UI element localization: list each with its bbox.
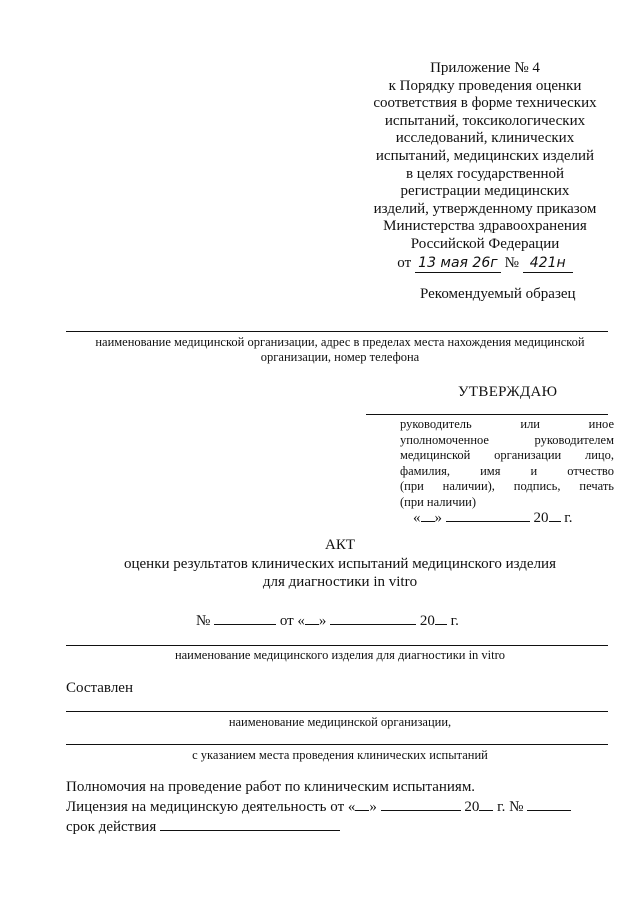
- order-number-handwritten: 421н: [523, 255, 573, 274]
- powers-line: Полномочия на проведение работ по клиническим испытаниям.: [66, 779, 476, 795]
- appendix-line: к Порядку проведения оценки: [388, 77, 582, 94]
- approve-heading: УТВЕРЖДАЮ: [458, 384, 558, 400]
- appendix-line: Министерства здравоохранения: [383, 218, 587, 235]
- month-blank: [446, 508, 530, 522]
- year-prefix: 20: [464, 798, 480, 815]
- org-name-field-line: [66, 711, 608, 712]
- act-title-block: [66, 536, 614, 592]
- license-number-blank: [527, 797, 571, 811]
- place-caption: с указанием места проведения клинических испытаний: [192, 748, 488, 762]
- device-field-line: [66, 645, 608, 646]
- device-caption: наименование медицинского изделия для диагностики in vitro: [174, 648, 506, 662]
- composed-label: Составлен: [66, 680, 133, 696]
- license-block: [66, 778, 571, 836]
- recommended-sample-label: Рекомендуемый образец: [420, 286, 576, 302]
- org-field-line: [66, 331, 608, 332]
- appendix-line: Российской Федерации: [410, 235, 560, 252]
- year-prefix: 20: [533, 510, 549, 526]
- validity-blank: [160, 817, 340, 831]
- role-line: медицинской организации лицо,: [400, 448, 614, 463]
- order-date-line: [360, 255, 610, 274]
- appendix-line: в целях государственной: [405, 165, 565, 182]
- quote-close: »: [369, 798, 377, 815]
- appendix-line: регистрации медицинских: [400, 183, 570, 200]
- place-field-line: [66, 744, 608, 745]
- role-line: уполномоченное руководителем: [400, 432, 614, 447]
- act-title: АКТ: [325, 537, 355, 553]
- appendix-line: соответствия в форме технических: [373, 95, 597, 112]
- org-caption: наименование медицинской организации, адрес в пределах места нахождения медицинской организации, номер телефона: [95, 335, 585, 364]
- quote-close: »: [434, 510, 442, 526]
- license-line: [66, 797, 571, 817]
- month-blank: [330, 611, 416, 625]
- role-line: (при наличии): [400, 494, 477, 509]
- order-number-sign: №: [504, 254, 519, 271]
- day-blank: [355, 797, 369, 811]
- year-prefix: 20: [419, 613, 435, 629]
- act-number-blank: [214, 611, 276, 625]
- year-blank: [435, 611, 447, 625]
- role-line: руководитель или иное: [400, 417, 614, 431]
- license-prefix: Лицензия на медицинскую деятельность от «: [66, 798, 356, 815]
- year-blank: [549, 508, 561, 522]
- quote-open: «: [413, 510, 421, 526]
- number-sign: №: [196, 613, 211, 629]
- year-suffix: г.: [450, 613, 459, 629]
- year-suffix: г.: [564, 510, 573, 526]
- approve-signature-line: [366, 414, 608, 415]
- order-date-prefix: от: [397, 254, 412, 271]
- order-date-handwritten: 13 мая 26г: [415, 255, 501, 274]
- org-name-caption: наименование медицинской организации,: [228, 715, 452, 729]
- day-blank: [421, 508, 435, 522]
- validity-line: [66, 817, 571, 837]
- appendix-line: испытаний, медицинских изделий: [375, 147, 595, 164]
- appendix-line: Приложение № 4: [430, 60, 540, 76]
- validity-label: срок действия: [66, 818, 157, 835]
- year-blank: [479, 797, 493, 811]
- day-blank: [305, 611, 319, 625]
- approver-role: [400, 417, 614, 511]
- quote-close: »: [318, 613, 327, 629]
- approve-date: [413, 508, 572, 527]
- act-number-line: [196, 611, 459, 630]
- date-from: от «: [279, 613, 305, 629]
- license-number-sign: г. №: [497, 798, 524, 815]
- appendix-header: [360, 60, 610, 273]
- appendix-line: исследований, клинических: [395, 130, 575, 147]
- month-blank: [381, 797, 461, 811]
- role-line: фамилия, имя и отчество: [400, 463, 614, 478]
- appendix-line: испытаний, токсикологических: [384, 112, 586, 129]
- act-subtitle: оценки результатов клинических испытаний медицинского изделия: [124, 555, 556, 572]
- act-subtitle: для диагностики in vitro: [262, 574, 418, 590]
- appendix-line: изделий, утвержденному приказом: [373, 200, 597, 217]
- role-line: (при наличии), подпись, печать: [400, 479, 614, 494]
